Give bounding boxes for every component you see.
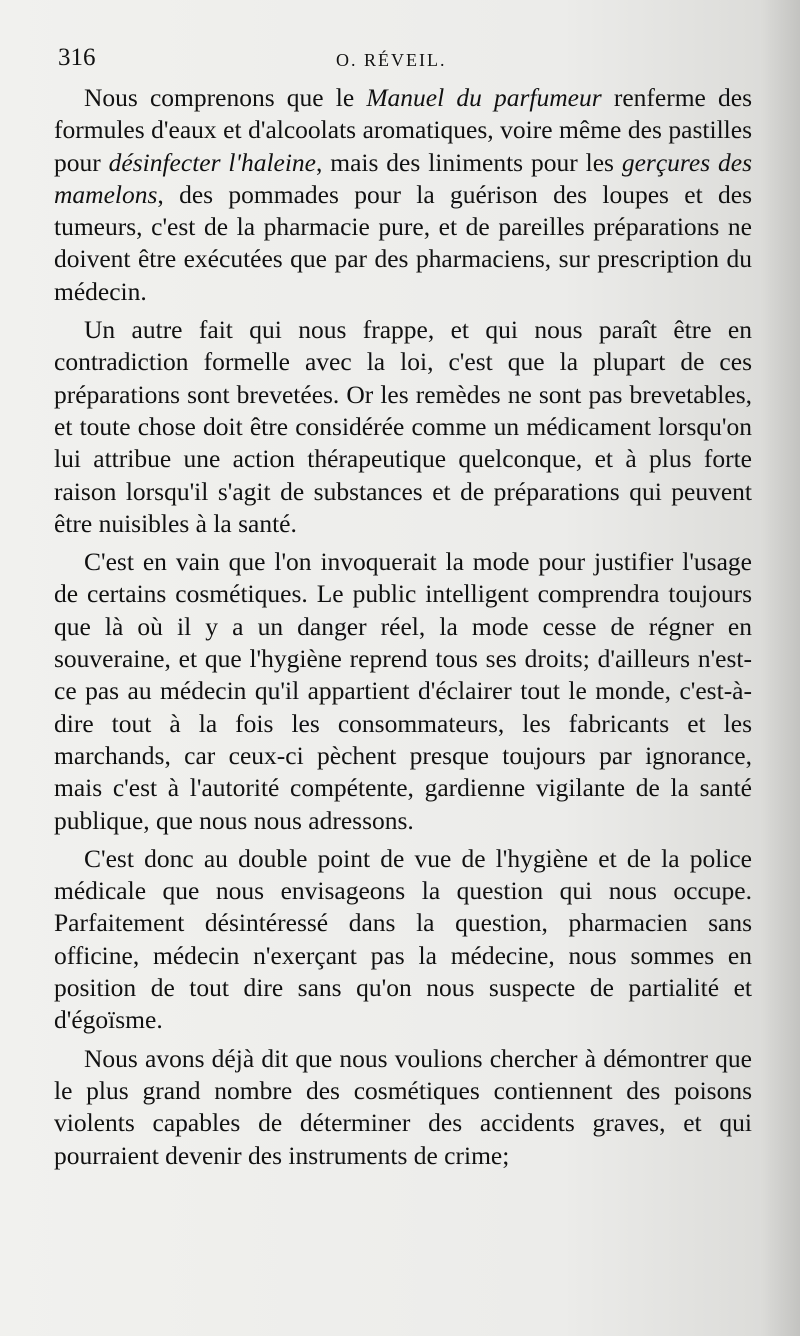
page-number: 316: [58, 44, 96, 71]
text-run: renferme des formules d'eaux et d'alcoolats aromatiques, voire même des pastilles pour: [54, 83, 752, 177]
paragraph: [54, 82, 752, 308]
text-run: Un autre fait qui nous frappe, et qui nous paraît être en contradiction formelle avec la loi, c'est que la plupart de ces préparations sont brevetées. Or les remèdes ne sont pas brevetables, et toute chose doit être considérée comme un médicament lorsqu'on lui attribue une action thérapeutique quelconque, et à plus forte raison lorsqu'il s'agit de substances et de préparations qui peuvent être nuisibles à la santé.: [54, 315, 752, 538]
paragraph: [54, 314, 752, 540]
body-text: [54, 82, 752, 1178]
running-head: O. RÉVEIL.: [336, 50, 447, 70]
italic-text: Manuel du parfumeur: [366, 83, 602, 112]
paragraph: [54, 843, 752, 1037]
text-run: Nous avons déjà dit que nous voulions chercher à démontrer que le plus grand nombre des cosmétiques contiennent des poisons violents capables de déterminer des accidents graves, et qui pourraient devenir des instruments de crime;: [54, 1043, 752, 1170]
italic-text: gerçures des mamelons: [54, 147, 753, 209]
italic-text: désinfecter l'haleine: [108, 147, 316, 177]
paragraph: [54, 546, 752, 837]
text-run: Nous comprenons que le: [84, 83, 367, 112]
paragraph: [54, 1043, 752, 1172]
page-header: [58, 44, 750, 74]
text-run: C'est en vain que l'on invoquerait la mode pour justifier l'usage de certains cosmétiques. Le public intelligent comprendra toujours que là où il y a un danger réel, la mode cesse de régner en souveraine, et que l'hygiène reprend tous ses droits; d'ailleurs n'est-ce pas au médecin qu'il appartient d'éclairer tout le monde, c'est-à-dire tout à la fois les consommateurs, les fabricants et les marchands, car ceux-ci pèchent presque toujours par ignorance, mais c'est à l'autorité compétente, gardienne vigilante de la santé publique, que nous nous adressons.: [54, 547, 752, 835]
page-edge-shadow: [760, 0, 800, 1336]
text-run: , des pommades pour la guérison des loupes et des tumeurs, c'est de la pharmacie pure, et de pareilles préparations ne doivent être exécutées que par des pharmaciens, sur prescription du médecin.: [54, 179, 752, 306]
text-run: C'est donc au double point de vue de l'hygiène et de la police médicale que nous envisageons la question qui nous occupe. Parfaitement désintéressé dans la question, pharmacien sans officine, médecin n'exerçant pas la médecine, nous sommes en position de tout dire sans qu'on nous suspecte de partialité et d'égoïsme.: [54, 843, 752, 1035]
text-run: , mais des liniments pour les: [316, 147, 622, 177]
